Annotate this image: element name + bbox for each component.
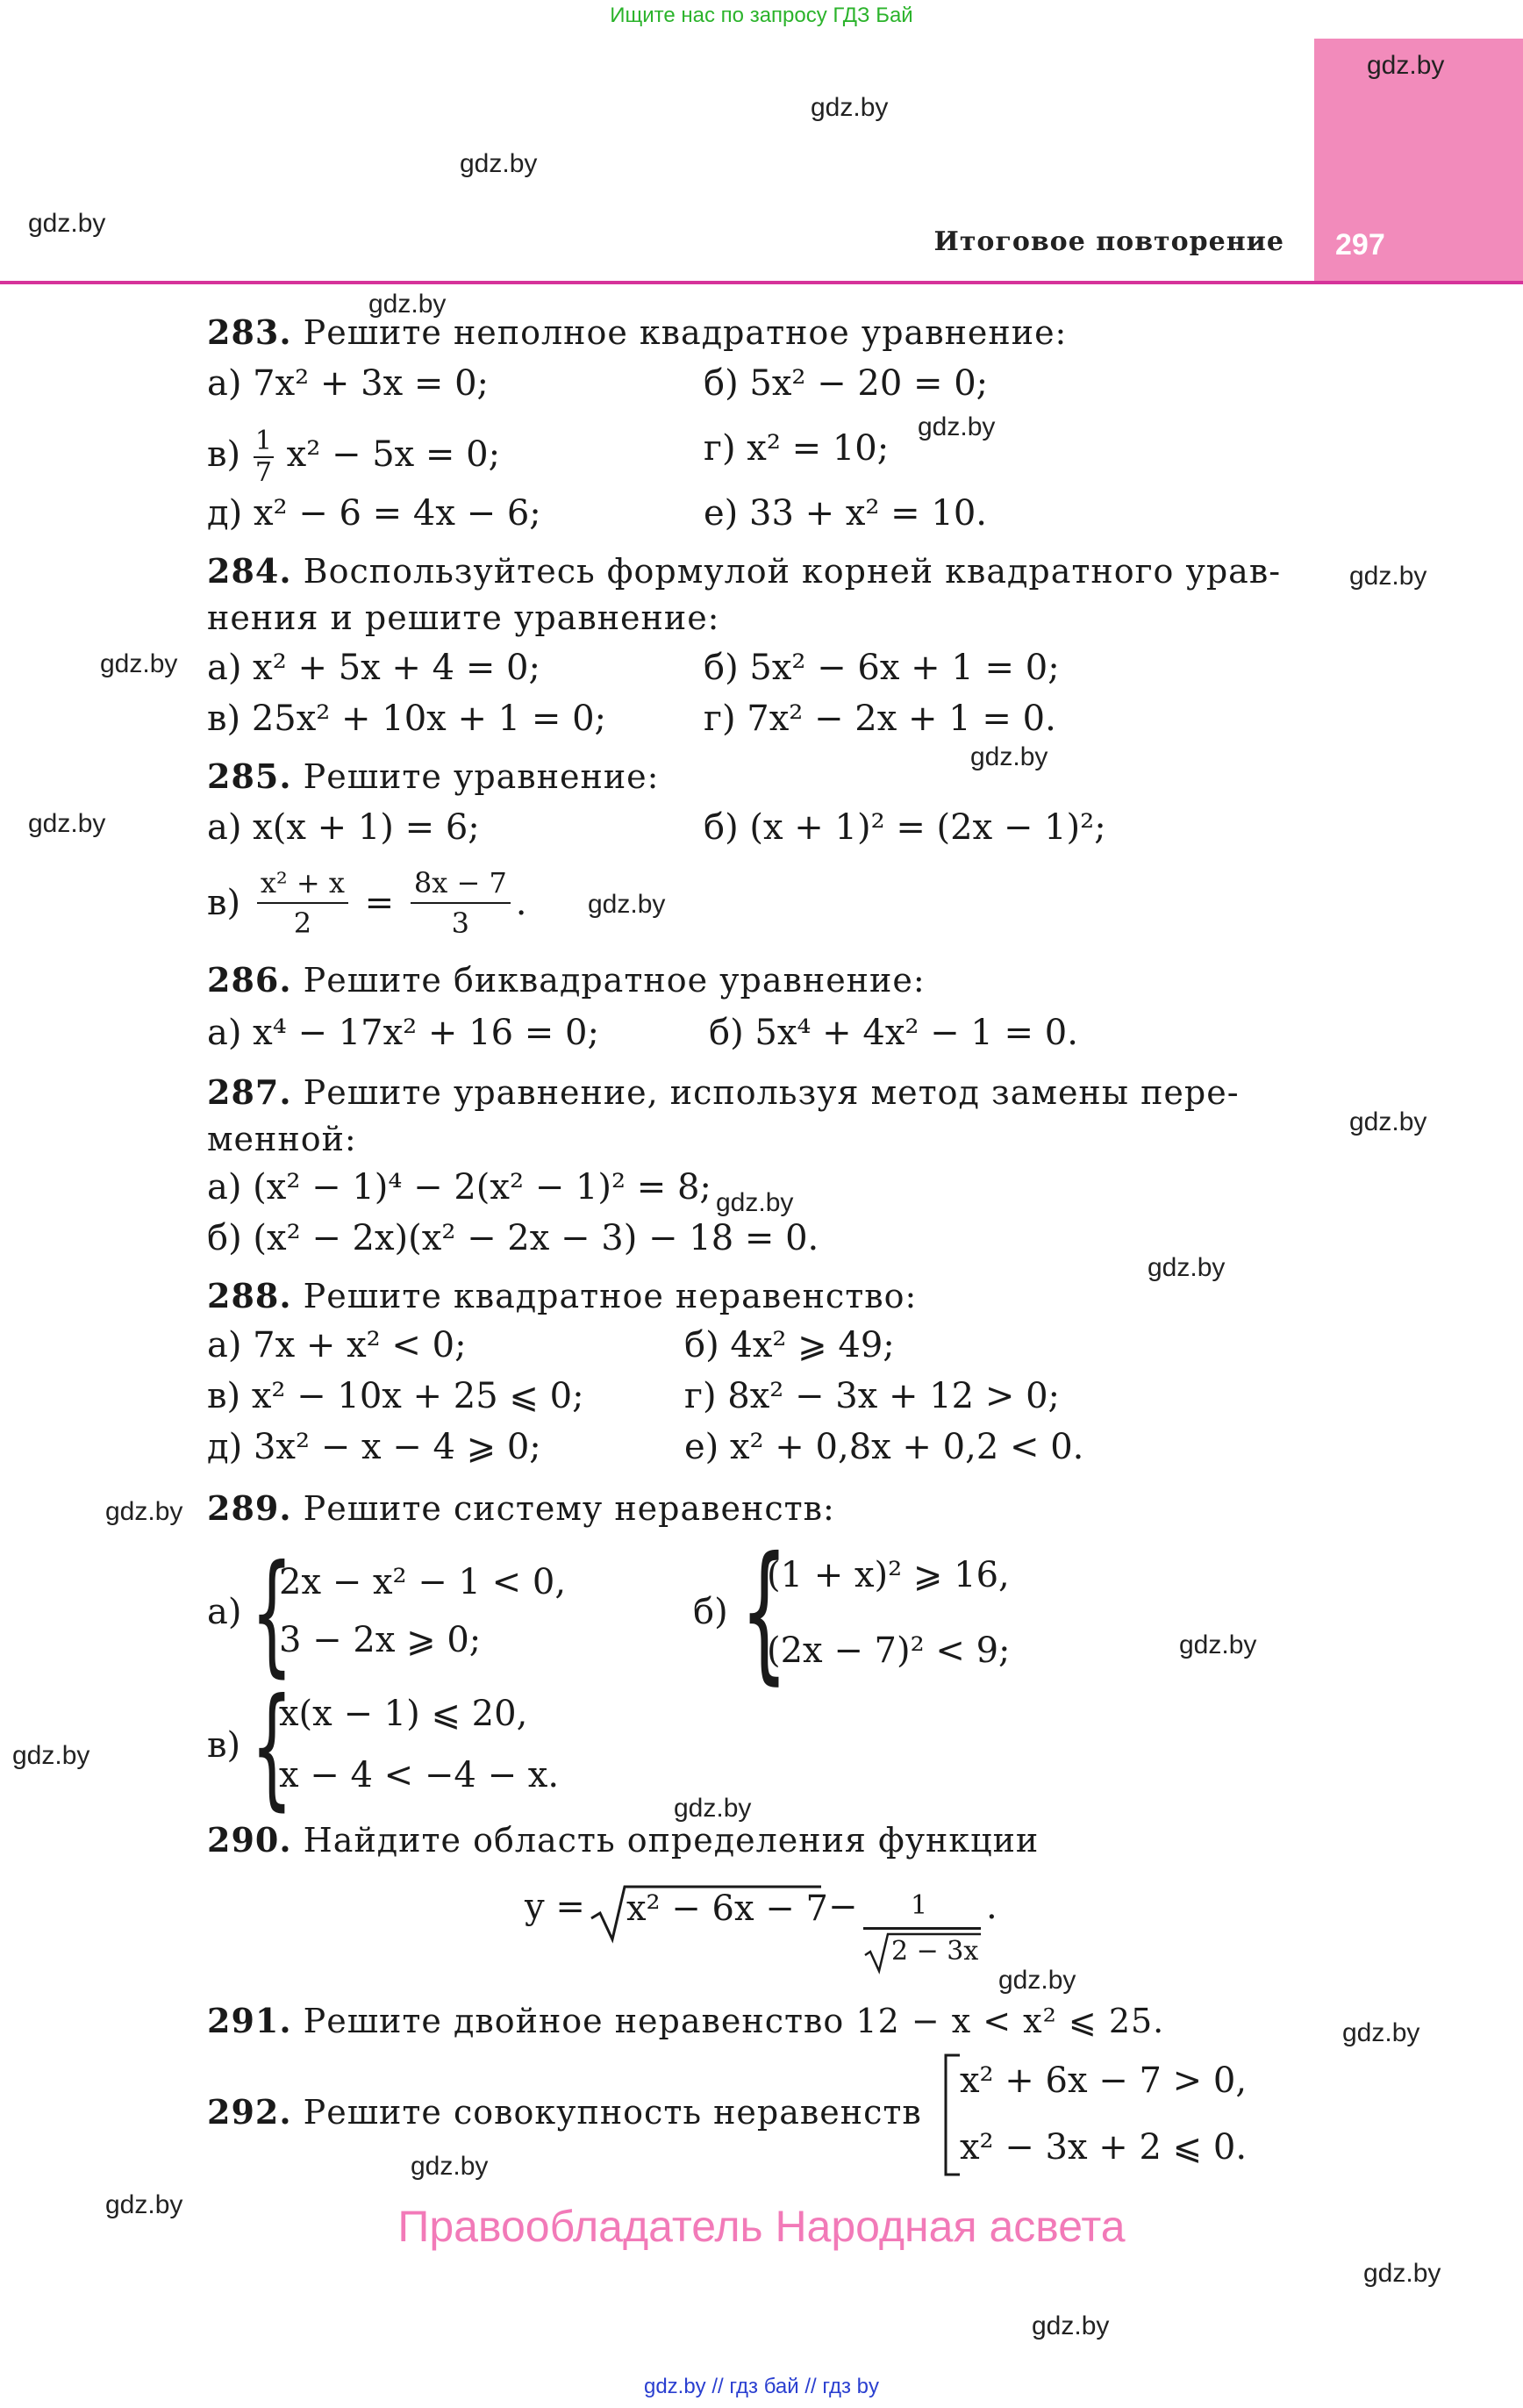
fraction-numerator: 1 [911, 1890, 928, 1921]
footer-links[interactable]: gdz.by // гдз бай // гдз by [643, 2375, 880, 2398]
system-v-label: в) [207, 1725, 241, 1766]
task-284-g: г) 7x² − 2x + 1 = 0. [704, 699, 1056, 739]
set-line1: x² + 6x − 7 > 0, [960, 2060, 1248, 2101]
system-a-label: а) [207, 1592, 242, 1632]
system-b-label: б) [693, 1592, 728, 1632]
task-288-d: д) 3x² − x − 4 ⩾ 0; [207, 1427, 541, 1467]
task-292: 292. Решите совокупность неравенств [207, 2092, 922, 2132]
task-number: 283. [207, 312, 292, 352]
task-283-v: в) $\frac{1}{7}$ x² − 5x = 0; [207, 426, 501, 488]
task-288-a: а) 7x + x² < 0; [207, 1325, 467, 1365]
watermark: gdz.by [1349, 562, 1427, 591]
copyright-notice: Правообладатель Народная асвета [397, 2202, 1126, 2251]
top-search-note: Ищите нас по запросу ГДЗ Бай [610, 4, 913, 27]
task-288-e: е) x² + 0,8x + 0,2 < 0. [684, 1427, 1084, 1467]
fraction: $\frac{\text{x² + x}}{2}$ [257, 864, 348, 942]
task-284-a: а) x² + 5x + 4 = 0; [207, 648, 540, 688]
watermark: gdz.by [100, 649, 178, 678]
task-287-b: б) (x² − 2x)(x² − 2x − 3) − 18 = 0. [207, 1218, 819, 1258]
task-text: Решите неполное квадратное уравнение: [303, 313, 1068, 352]
left-brace: { [251, 1537, 293, 1690]
task-284-v: в) 25x² + 10x + 1 = 0; [207, 699, 606, 739]
task-283-a: а) 7x² + 3x = 0; [207, 363, 490, 404]
task-285-a: а) x(x + 1) = 6; [207, 807, 480, 848]
system-a-line1: 2x − x² − 1 < 0, [279, 1562, 567, 1602]
task-287: 287. Решите уравнение, используя метод замены пере- [207, 1072, 1240, 1112]
task-285-b: б) (x + 1)² = (2x − 1)²; [704, 807, 1106, 848]
watermark: gdz.by [105, 1497, 183, 1526]
watermark: gdz.by [1342, 2018, 1420, 2047]
task-284-b: б) 5x² − 6x + 1 = 0; [704, 648, 1060, 688]
left-brace: { [251, 1671, 293, 1824]
function-y: y = [525, 1887, 585, 1927]
period: . [986, 1887, 997, 1927]
task-287-a: а) (x² − 1)⁴ − 2(x² − 1)² = 8; [207, 1167, 711, 1208]
watermark: gdz.by [1367, 51, 1445, 80]
task-284-line2: нения и решите уравнение: [207, 598, 720, 637]
watermark: gdz.by [1148, 1253, 1226, 1282]
minus-sign: − [828, 1887, 858, 1927]
task-286-a: а) x⁴ − 17x² + 16 = 0; [207, 1013, 599, 1053]
task-283-e: е) 33 + x² = 10. [704, 493, 987, 534]
left-brace: { [740, 1525, 789, 1699]
system-b-line2: (2x − 7)² < 9; [767, 1630, 1011, 1671]
watermark: gdz.by [28, 809, 106, 838]
watermark: gdz.by [970, 742, 1048, 771]
watermark: gdz.by [368, 290, 447, 319]
watermark: gdz.by [811, 93, 889, 122]
radicand-1: x² − 6x − 7 [626, 1888, 828, 1929]
watermark: gdz.by [105, 2190, 183, 2219]
watermark: gdz.by [588, 890, 666, 919]
task-283-b: б) 5x² − 20 = 0; [704, 363, 989, 404]
fraction: $\frac{1}{7}$ [254, 426, 272, 488]
watermark: gdz.by [460, 149, 538, 178]
watermark: gdz.by [1363, 2259, 1441, 2288]
system-b-line1: (1 + x)² ⩾ 16, [767, 1555, 1010, 1595]
task-285-v: в) $\frac{\text{x² + x}}{2}$ = $\frac{8x - 7}{3}$ . [207, 864, 527, 942]
set-line2: x² − 3x + 2 ⩽ 0. [960, 2127, 1248, 2168]
watermark: gdz.by [716, 1188, 794, 1217]
task-288-g: г) 8x² − 3x + 12 > 0; [684, 1376, 1060, 1416]
task-286: 286. Решите биквадратное уравнение: [207, 960, 926, 1000]
section-title: Итоговое повторение [933, 226, 1284, 257]
fraction-bar [863, 1927, 981, 1930]
task-286-b: б) 5x⁴ + 4x² − 1 = 0. [709, 1013, 1078, 1053]
system-a-line2: 3 − 2x ⩾ 0; [279, 1620, 482, 1660]
watermark: gdz.by [998, 1966, 1076, 1995]
page-number: 297 [1335, 228, 1385, 262]
watermark: gdz.by [1349, 1107, 1427, 1136]
watermark: gdz.by [28, 209, 106, 238]
task-287-line2: менной: [207, 1120, 357, 1158]
task-290: 290. Найдите область определения функции [207, 1820, 1040, 1860]
task-288: 288. Решите квадратное неравенство: [207, 1276, 918, 1315]
watermark: gdz.by [918, 412, 996, 441]
watermark: gdz.by [12, 1741, 90, 1770]
watermark: gdz.by [674, 1794, 752, 1823]
watermark: gdz.by [1032, 2311, 1110, 2340]
header-rule [0, 281, 1523, 284]
system-v-line2: x − 4 < −4 − x. [279, 1755, 560, 1795]
task-284: 284. Воспользуйтесь формулой корней квадратного урав- [207, 551, 1282, 591]
task-291: 291. Решите двойное неравенство 12 − x < x² ⩽ 25. [207, 2001, 1165, 2040]
fraction: $\frac{8x - 7}{3}$ [411, 864, 511, 942]
task-285: 285. Решите уравнение: [207, 756, 660, 796]
task-288-v: в) x² − 10x + 25 ⩽ 0; [207, 1376, 584, 1416]
task-289: 289. Решите систему неравенств: [207, 1488, 835, 1528]
system-v-line1: x(x − 1) ⩽ 20, [279, 1694, 528, 1734]
radicand-2: 2 − 3x [891, 1936, 979, 1967]
task-283-d: д) x² − 6 = 4x − 6; [207, 493, 541, 534]
task-283 [207, 312, 1067, 352]
task-288-b: б) 4x² ⩾ 49; [684, 1325, 895, 1365]
watermark: gdz.by [411, 2152, 489, 2181]
task-283-g: г) x² = 10; [704, 428, 890, 469]
watermark: gdz.by [1179, 1630, 1257, 1659]
